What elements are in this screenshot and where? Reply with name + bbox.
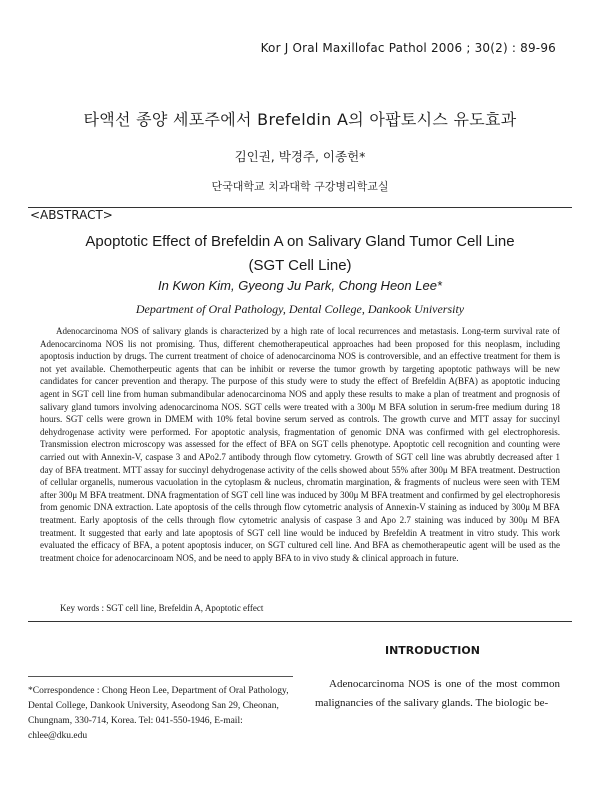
english-title-line-2: (SGT Cell Line) [248, 257, 352, 274]
english-title-line-1: Apoptotic Effect of Brefeldin A on Salivary Gland Tumor Cell Line [85, 233, 515, 250]
keywords: Key words : SGT cell line, Brefeldin A, Apoptotic effect [60, 603, 264, 613]
abstract-body: Adenocarcinoma NOS of salivary glands is characterized by a high rate of local recurrences and metastasis. Long-term survival rate of Adenocarcinoma NOS lis not promising. Thus, different chemotherapeutical approaches had been proposed for this neoplasm, including apoptosis induction by drugs. The current treatment of choice of adenocarcinoma NOS is controversible, and an effective treatment for them is not yet available. Chemotherpeutic agents that can be inhibit or reverse the tumor growth by targeting apoptotic pathways will be new candidates for cancer prevention and therapy. The purpose of this study were to study the effect of Brefeldin A(BFA) as apoptotic inducing agent in SGT cell line from human submandibular adenocarcinoma NOS and apply these results to make a plan of treatment and prognosis of salivary gland tumors involving adenocarcinoma NOS. SGT cells were treated with a 300μ M BFA solution in serum-free medium during 18 hours. SGT cells were grown in DMEM with 10% fetal bovine serum served as controls. The growth curve and MTT assay for succinyl dehydrogenase activity were performed. For apoptotic analysis, fragmentation of genomic DNA was confirmed with gel electrophoresis. Transmission electron microscopy was assessed for the effect of BFA on SGT cells phenotype. Apoptotic cell recognition and counting were carried out with Annexin-V, caspase 3 and APo2.7 antibody through flow cytometry. Growth of SGT cell line was abrubtly decreased after 1 day of BFA treatment. MTT assay for succinyl dehydrogenase activity of the cells showed about 55% after 300μ M BFA treatment. Destruction of cellular organells, numerous vacuolation in the cytoplasm & nucleus, chromatin margination, & fragments of nucleus were seen with TEM after 300μ M BFA treatment. DNA fragmentation of SGT cell line was induced by 300μ M BFA treatment and confirmed by gel electrophoresis from genomic DNA extraction. Late apoptosis of the cells through flow cytometric analysis of Annexin-V staining as induced by 300μ M BFA treatment. Early apoptosis of the cells through flow cytometric analysis of caspase 3 and Apo 2.7 staining was induced by 300μ M BFA treatment. It suggested that early and late apoptosis of SGT cell line would be induced by Brefeldin A treatment in vitro study. This work evaluated the efficacy of BFA, a potent apoptosis inducer, on SGT cultured cell line. And BFA as chemotherapeutic agent will be used as the treatment choice for adenocarcinoam NOS, and be need to apply BFA to in vivo study & clinical approach in future. [40, 326, 560, 563]
introduction-heading: INTRODUCTION [385, 644, 480, 657]
bottom-divider [28, 621, 572, 622]
abstract-label: <ABSTRACT> [30, 208, 113, 222]
english-authors: In Kwon Kim, Gyeong Ju Park, Chong Heon Lee* [158, 278, 442, 293]
correspondence-footnote: *Correspondence : Chong Heon Lee, Department of Oral Pathology, Dental College, Dankook University, Aseodong San 29, Cheonan, Chungnam, 330-714, Korea. Tel: 041-550-1946, E-mail: chlee@dku.edu [28, 686, 289, 741]
korean-title: 타액선 종양 세포주에서 Brefeldin A의 아팝토시스 유도효과 [83, 110, 517, 129]
introduction-text: Adenocarcinoma NOS is one of the most common malignancies of the salivary glands. The biologic be- [315, 678, 560, 709]
journal-citation: Kor J Oral Maxillofac Pathol 2006 ; 30(2) : 89-96 [260, 41, 556, 55]
english-title [0, 230, 600, 278]
korean-authors: 김인권, 박경주, 이종헌* [234, 149, 366, 164]
korean-affiliation: 단국대학교 치과대학 구강병리학교실 [211, 180, 389, 193]
footnote-divider [28, 676, 293, 677]
english-affiliation: Department of Oral Pathology, Dental College, Dankook University [135, 302, 465, 316]
